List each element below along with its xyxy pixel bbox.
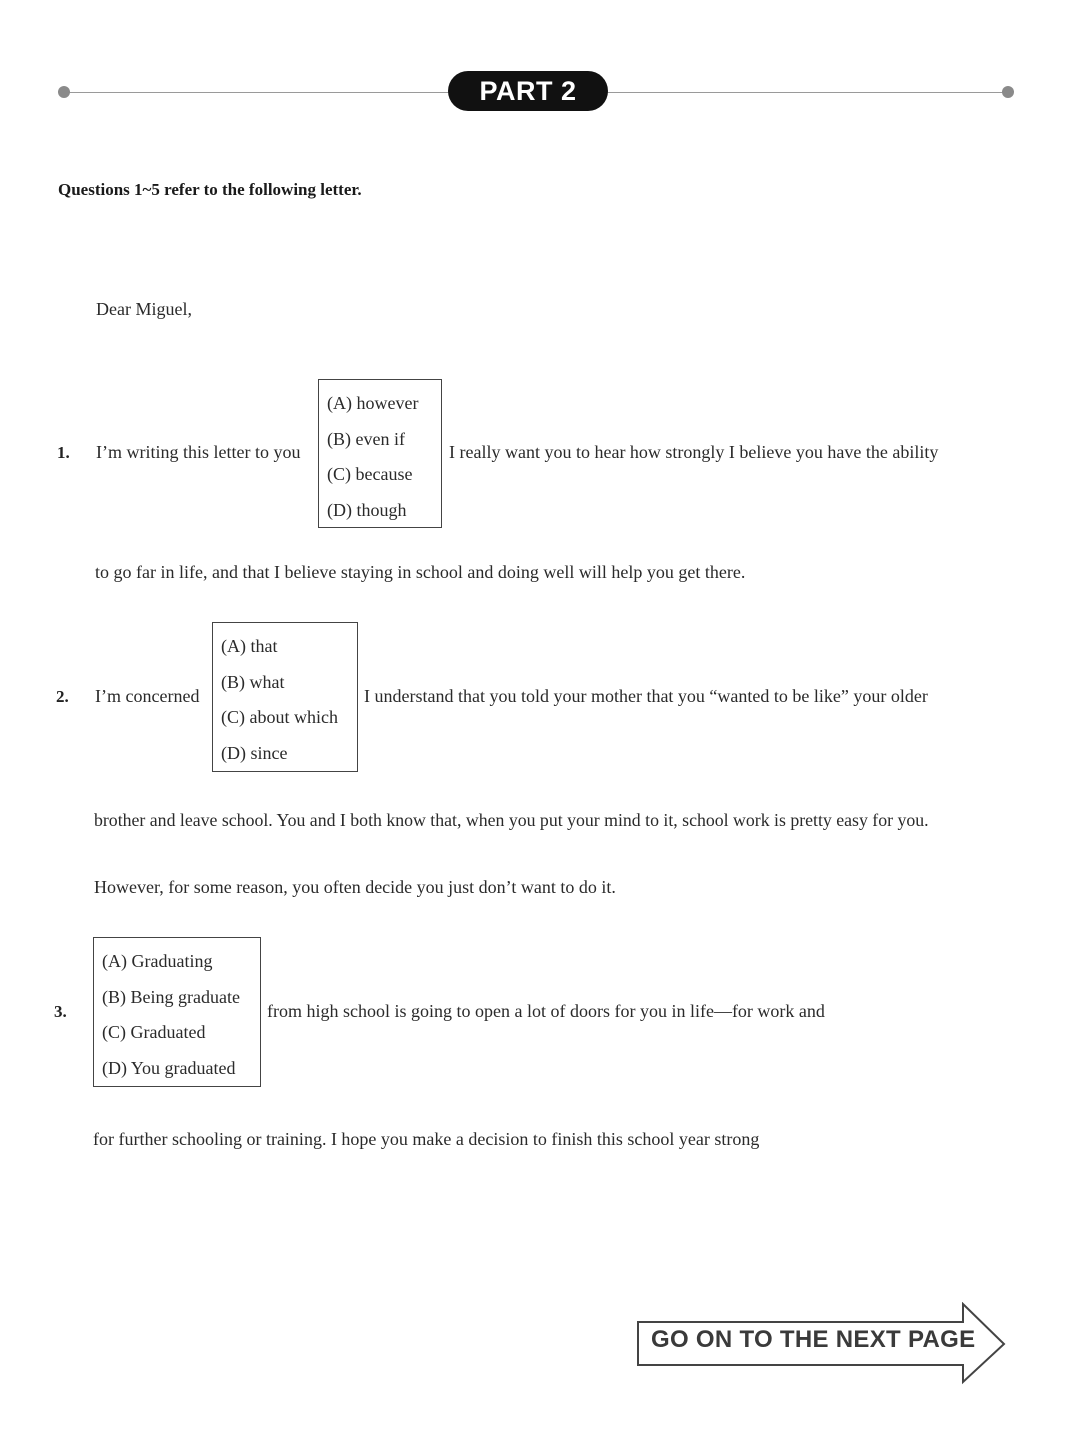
- question-3-option-a[interactable]: (A) Graduating: [102, 951, 213, 971]
- letter-salutation: Dear Miguel,: [96, 299, 192, 319]
- question-3-options: [93, 937, 261, 1087]
- instructions: Questions 1~5 refer to the following letter.: [58, 180, 362, 199]
- question-2-text-after: I understand that you told your mother that you “wanted to be like” your older: [364, 686, 928, 706]
- question-3-continuation: for further schooling or training. I hope you make a decision to finish this school year strong: [93, 1129, 760, 1149]
- question-2-option-d[interactable]: (D) since: [221, 742, 288, 763]
- question-3-number: 3.: [54, 1002, 67, 1021]
- question-2-continuation-1: brother and leave school. You and I both know that, when you put your mind to it, school work is pretty easy for you.: [94, 810, 929, 830]
- question-3-option-c[interactable]: (C) Graduated: [102, 1022, 206, 1042]
- question-2-option-b[interactable]: (B) what: [221, 671, 285, 692]
- next-page-label[interactable]: GO ON TO THE NEXT PAGE: [651, 1326, 976, 1353]
- question-2-option-c[interactable]: (C) about which: [221, 707, 338, 727]
- header-rule-left: [64, 92, 450, 93]
- question-1-text-before: I’m writing this letter to you: [96, 442, 301, 462]
- question-1-option-c[interactable]: (C) because: [327, 464, 413, 484]
- question-2-text-before: I’m concerned: [95, 686, 200, 706]
- question-1-options: [318, 379, 442, 528]
- question-2-continuation-2: However, for some reason, you often decide you just don’t want to do it.: [94, 877, 616, 897]
- question-1-option-d[interactable]: (D) though: [327, 499, 407, 520]
- question-1-text-after: I really want you to hear how strongly I believe you have the ability: [449, 442, 939, 462]
- question-1-option-b[interactable]: (B) even if: [327, 428, 405, 449]
- header-dot-right-icon: [1002, 86, 1014, 98]
- question-3-option-b[interactable]: (B) Being graduate: [102, 986, 240, 1007]
- question-3-option-d[interactable]: (D) You graduated: [102, 1057, 236, 1078]
- question-2-number: 2.: [56, 687, 69, 706]
- part-title: PART 2: [448, 71, 608, 111]
- question-1-option-a[interactable]: (A) however: [327, 393, 419, 413]
- question-2-options: [212, 622, 358, 772]
- question-3-text-after: from high school is going to open a lot of doors for you in life—for work and: [267, 1001, 825, 1021]
- question-2-option-a[interactable]: (A) that: [221, 636, 278, 656]
- question-1-number: 1.: [57, 443, 70, 462]
- header-rule-right: [606, 92, 1008, 93]
- question-1-continuation: to go far in life, and that I believe staying in school and doing well will help you get there.: [95, 562, 746, 582]
- header-dot-left-icon: [58, 86, 70, 98]
